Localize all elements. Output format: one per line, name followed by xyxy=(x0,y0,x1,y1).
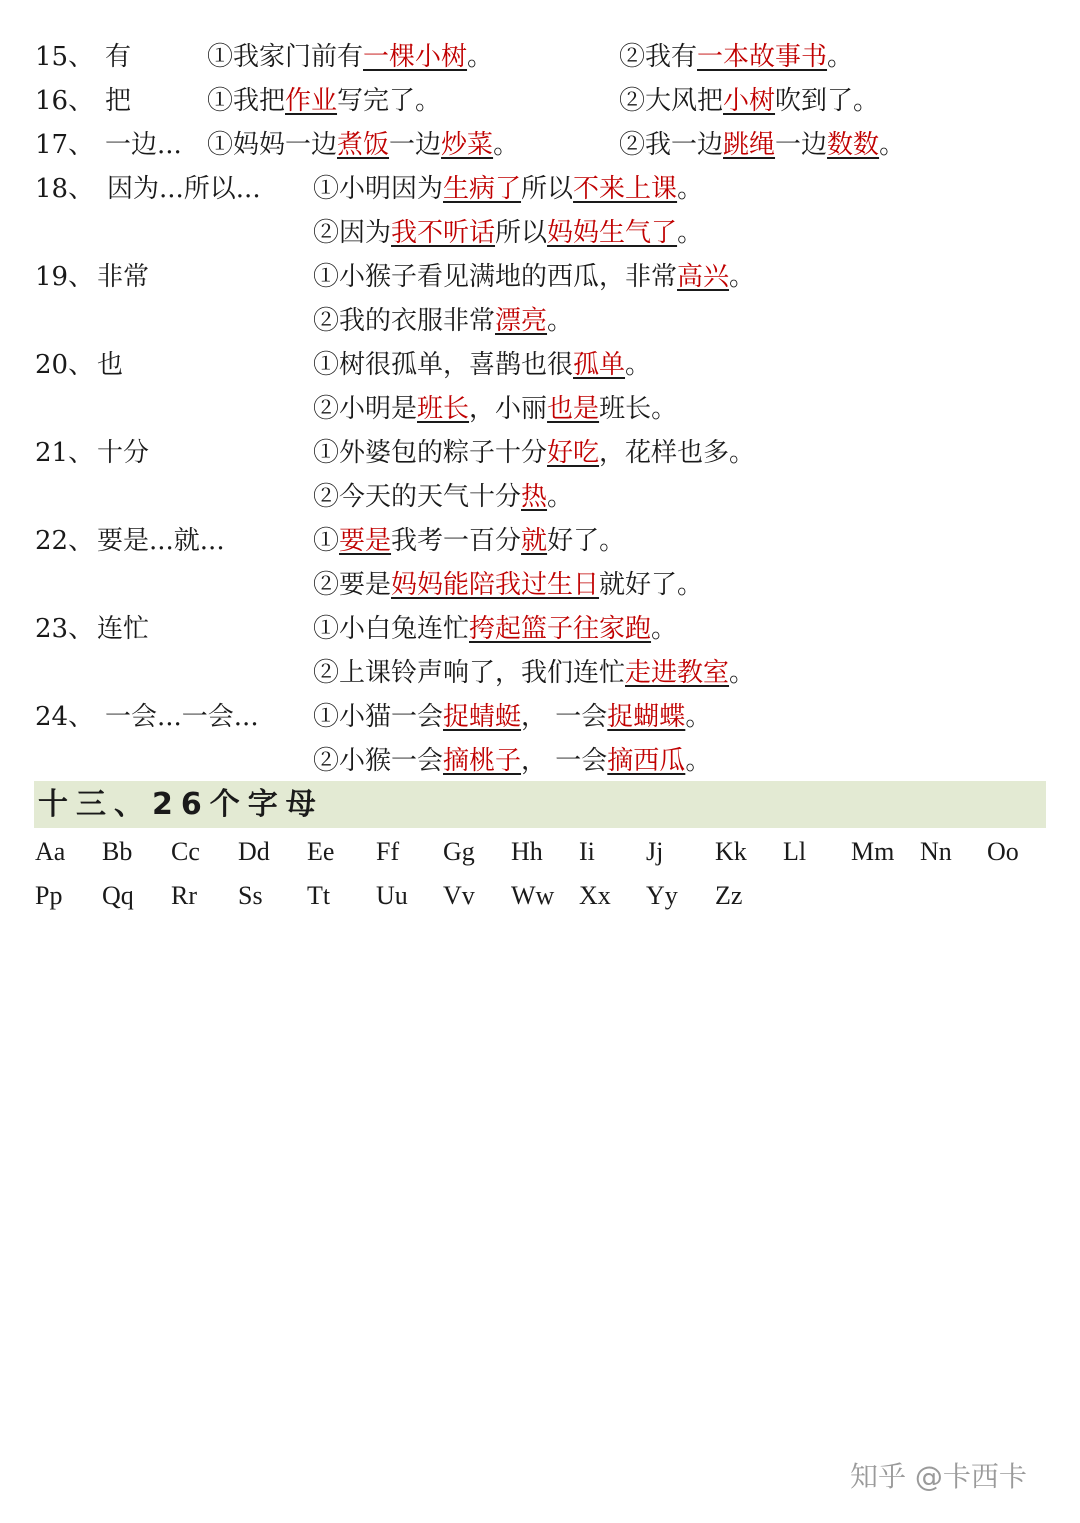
sentence-text: 一边 xyxy=(775,130,828,160)
sentence-text: 。 xyxy=(547,306,574,336)
sentence-text: ②要是 xyxy=(313,570,392,600)
answer-text: 就 xyxy=(521,526,548,556)
answer-text: 漂亮 xyxy=(495,306,548,336)
sentence-text: ， 一会 xyxy=(521,702,608,732)
example-sentence-2 xyxy=(313,741,711,781)
entry-word: 十分 xyxy=(97,438,150,468)
sentence-text: ①小猫一会 xyxy=(313,702,444,732)
entry-number: 19、 xyxy=(35,262,95,292)
example-sentence-2 xyxy=(313,565,703,605)
answer-text: 妈妈能陪我过生日 xyxy=(391,570,600,600)
entry-row-continued xyxy=(0,565,1080,605)
answer-text: 高兴 xyxy=(677,262,730,292)
example-sentence-2 xyxy=(619,37,853,77)
answer-text: 小树 xyxy=(723,86,776,116)
sentence-text: 所以 xyxy=(521,174,574,204)
answer-text: 也是 xyxy=(547,394,600,424)
answer-text: 煮饭 xyxy=(337,130,390,160)
answer-text: 孤单 xyxy=(573,350,626,380)
sentence-text: 。 xyxy=(625,350,652,380)
answer-text: 生病了 xyxy=(443,174,522,204)
example-sentence-1 xyxy=(207,125,519,165)
entry-row xyxy=(0,169,1080,209)
answer-text: 妈妈生气了 xyxy=(547,218,678,248)
entry-row xyxy=(0,81,1080,121)
sentence-text: 。 xyxy=(677,174,704,204)
entry-word: 连忙 xyxy=(97,614,150,644)
entry-number: 18、 xyxy=(35,174,95,204)
sentence-text: 我考一百分 xyxy=(391,526,522,556)
example-sentence-1 xyxy=(313,433,755,473)
sentence-text: ， 一会 xyxy=(521,746,608,776)
sentence-text: 班长。 xyxy=(599,394,678,424)
entry-row-continued xyxy=(0,741,1080,781)
sentence-text: ②我一边 xyxy=(619,130,724,160)
answer-text: 好吃 xyxy=(547,438,600,468)
example-sentence-1 xyxy=(313,257,755,297)
sentence-text: ①外婆包的粽子十分 xyxy=(313,438,548,468)
example-sentence-1 xyxy=(313,609,677,649)
entry-word: 因为...所以... xyxy=(107,174,261,204)
entry-number: 20、 xyxy=(35,350,95,380)
letter-pair: Jj xyxy=(646,837,664,866)
example-sentence-2 xyxy=(313,301,573,341)
sentence-text: ①小白兔连忙 xyxy=(313,614,470,644)
letter-pair: Ll xyxy=(783,837,807,866)
letter-pair: Ii xyxy=(579,837,595,866)
example-sentence-2 xyxy=(619,125,905,165)
entry-word: 一会...一会... xyxy=(105,702,259,732)
example-sentence-1 xyxy=(313,169,703,209)
answer-text: 摘桃子 xyxy=(443,746,522,776)
entry-word: 要是...就... xyxy=(97,526,225,556)
entry-number: 21、 xyxy=(35,438,95,468)
sentence-text: ②小明是 xyxy=(313,394,418,424)
letter-pair: Uu xyxy=(376,881,408,910)
sentence-text: ②因为 xyxy=(313,218,392,248)
answer-text: 要是 xyxy=(339,526,392,556)
sentence-text: 。 xyxy=(467,42,494,72)
sentence-text: ，花样也多。 xyxy=(599,438,756,468)
entry-word: 把 xyxy=(105,86,132,116)
letter-pair: Yy xyxy=(646,881,678,910)
answer-text: 炒菜 xyxy=(441,130,494,160)
example-sentence-1 xyxy=(313,345,651,385)
sentence-text: ，小丽 xyxy=(469,394,548,424)
entry-number: 24、 xyxy=(35,702,95,732)
sentence-text: 就好了。 xyxy=(599,570,704,600)
letter-pair: Pp xyxy=(35,881,63,910)
letter-pair: Ee xyxy=(307,837,335,866)
sentence-text: 。 xyxy=(729,658,756,688)
answer-text: 热 xyxy=(521,482,548,512)
letter-pair: Ff xyxy=(376,837,400,866)
sentence-text: 。 xyxy=(879,130,906,160)
answer-text: 摘西瓜 xyxy=(607,746,686,776)
letter-pair: Mm xyxy=(851,837,895,866)
sentence-text: 。 xyxy=(685,746,712,776)
sentence-text: 好了。 xyxy=(547,526,626,556)
example-sentence-2 xyxy=(313,389,677,429)
sentence-text: ②今天的天气十分 xyxy=(313,482,522,512)
letter-pair: Gg xyxy=(443,837,475,866)
sentence-text: 。 xyxy=(677,218,704,248)
entry-number: 15、 xyxy=(35,42,95,72)
letter-pair: Vv xyxy=(443,881,475,910)
letter-pair: Tt xyxy=(307,881,331,910)
example-sentence-2 xyxy=(619,81,879,121)
sentence-text: ① xyxy=(313,526,340,556)
sentence-text: ②我有 xyxy=(619,42,698,72)
letter-pair: Qq xyxy=(102,881,134,910)
entry-row xyxy=(0,37,1080,77)
answer-text: 走进教室 xyxy=(625,658,730,688)
entry-word: 一边... xyxy=(105,130,182,160)
sentence-text: ②大风把 xyxy=(619,86,724,116)
sentence-text: 。 xyxy=(547,482,574,512)
sentence-text: ①我把 xyxy=(207,86,286,116)
sentence-text: 。 xyxy=(493,130,520,160)
letter-pair: Bb xyxy=(102,837,133,866)
answer-text: 一本故事书 xyxy=(697,42,828,72)
letter-pair: Dd xyxy=(238,837,270,866)
sentence-text: 写完了。 xyxy=(337,86,442,116)
sentence-text: 所以 xyxy=(495,218,548,248)
letter-pair: Ss xyxy=(238,881,263,910)
entry-number: 23、 xyxy=(35,614,95,644)
answer-text: 作业 xyxy=(285,86,338,116)
answer-text: 跳绳 xyxy=(723,130,776,160)
entry-row-continued xyxy=(0,477,1080,517)
answer-text: 一棵小树 xyxy=(363,42,468,72)
answer-text: 数数 xyxy=(827,130,880,160)
answer-text: 不来上课 xyxy=(573,174,678,204)
letter-pair: Hh xyxy=(511,837,543,866)
sentence-text: ①小猴子看见满地的西瓜，非常 xyxy=(313,262,678,292)
sentence-text: ②上课铃声响了，我们连忙 xyxy=(313,658,626,688)
entry-word: 有 xyxy=(105,42,132,72)
answer-text: 我不听话 xyxy=(391,218,496,248)
entry-number: 17、 xyxy=(35,130,95,160)
example-sentence-2 xyxy=(313,213,703,253)
letter-pair: Xx xyxy=(579,881,611,910)
entry-number: 16、 xyxy=(35,86,95,116)
sentence-text: ①树很孤单，喜鹊也很 xyxy=(313,350,574,380)
entry-row xyxy=(0,697,1080,737)
answer-text: 挎起篮子往家跑 xyxy=(469,614,652,644)
sentence-text: 。 xyxy=(827,42,854,72)
sentence-text: 。 xyxy=(729,262,756,292)
sentence-text: ①我家门前有 xyxy=(207,42,364,72)
entry-row xyxy=(0,345,1080,385)
sentence-text: ①妈妈一边 xyxy=(207,130,338,160)
entry-row-continued xyxy=(0,301,1080,341)
entry-word: 非常 xyxy=(97,262,150,292)
example-sentence-1 xyxy=(207,81,441,121)
example-sentence-2 xyxy=(313,653,755,693)
entry-row xyxy=(0,433,1080,473)
sentence-text: 。 xyxy=(685,702,712,732)
entry-row xyxy=(0,257,1080,297)
letter-pair: Aa xyxy=(35,837,66,866)
watermark: 知乎 @卡西卡 xyxy=(850,1460,1027,1493)
entry-row xyxy=(0,521,1080,561)
letter-pair: Rr xyxy=(171,881,197,910)
entry-row-continued xyxy=(0,653,1080,693)
answer-text: 捉蜻蜓 xyxy=(443,702,522,732)
answer-text: 捉蝴蝶 xyxy=(607,702,686,732)
sentence-text: 吹到了。 xyxy=(775,86,880,116)
entry-word: 也 xyxy=(97,350,124,380)
letter-pair: Ww xyxy=(511,881,555,910)
entry-row-continued xyxy=(0,389,1080,429)
sentence-text: 一边 xyxy=(389,130,442,160)
sentence-text: ①小明因为 xyxy=(313,174,444,204)
sentence-text: ②小猴一会 xyxy=(313,746,444,776)
example-sentence-1 xyxy=(313,697,711,737)
letter-pair: Zz xyxy=(715,881,743,910)
section-title: 十三、26个字母 xyxy=(38,787,324,822)
letter-pair: Cc xyxy=(171,837,200,866)
example-sentence-1 xyxy=(207,37,493,77)
example-sentence-2 xyxy=(313,477,573,517)
letter-pair: Oo xyxy=(987,837,1019,866)
entry-row xyxy=(0,125,1080,165)
entry-row xyxy=(0,609,1080,649)
sentence-text: ②我的衣服非常 xyxy=(313,306,496,336)
example-sentence-1 xyxy=(313,521,625,561)
entry-number: 22、 xyxy=(35,526,95,556)
letter-pair: Kk xyxy=(715,837,747,866)
sentence-text: 。 xyxy=(651,614,678,644)
answer-text: 班长 xyxy=(417,394,470,424)
entry-row-continued xyxy=(0,213,1080,253)
letter-pair: Nn xyxy=(920,837,952,866)
